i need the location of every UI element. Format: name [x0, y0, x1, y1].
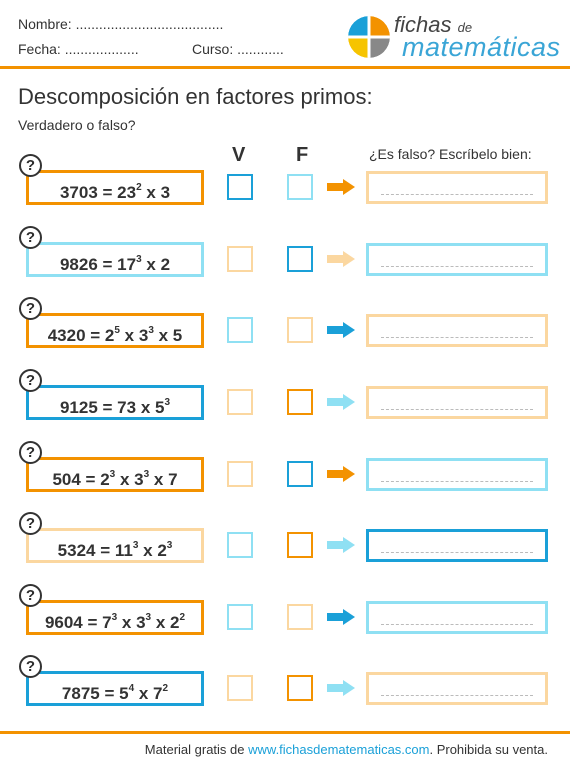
arrow-right-icon [327, 251, 355, 267]
factor-exponent: 3 [143, 469, 150, 480]
factorization-statement: $504 = 2^3$ x $3^3$ x 7 [26, 457, 204, 492]
factor-exponent: 3 [148, 325, 154, 336]
answer-line [381, 337, 533, 338]
exercise-row [0, 297, 570, 357]
factor-base: 23 [117, 183, 137, 202]
factor-base: 7 [168, 470, 178, 489]
checkbox-false[interactable] [287, 317, 313, 343]
checkbox-true[interactable] [227, 675, 253, 701]
exercise-row [0, 154, 570, 214]
checkbox-true[interactable] [227, 604, 253, 630]
factor-base: 7 [153, 684, 163, 703]
factor-exponent: 3 [111, 612, 118, 623]
arrow-right-icon [327, 179, 355, 195]
correction-answer-box[interactable] [366, 243, 548, 276]
number: 9125 = [59, 398, 118, 417]
checkbox-true[interactable] [227, 532, 253, 558]
factor-base: 3 [136, 613, 146, 632]
footer-divider [0, 731, 570, 734]
question-mark-icon: ? [19, 369, 42, 392]
factor-base: 5 [155, 398, 165, 417]
exercise-row [0, 226, 570, 286]
correction-answer-box[interactable] [366, 171, 548, 204]
factor-base: 5 [172, 326, 183, 345]
checkbox-false[interactable] [287, 389, 313, 415]
answer-line [381, 194, 533, 195]
question-mark-icon: ? [19, 584, 42, 607]
factor-exponent: 3 [132, 540, 139, 551]
exercise-row [0, 584, 570, 644]
factorization-statement: $9826 = 17^3$ x 2 [26, 242, 204, 277]
factor-base: 2 [104, 326, 115, 345]
factor-exponent: 3 [136, 254, 142, 265]
correction-answer-box[interactable] [366, 601, 548, 634]
page-title: Descomposición en factores primos: [18, 84, 373, 109]
factor-exponent: 2 [179, 612, 186, 623]
correction-answer-box[interactable] [366, 672, 548, 705]
factor-exponent: 5 [114, 325, 120, 336]
exercise-row [0, 655, 570, 715]
exercise-row [0, 441, 570, 501]
factor-base: 3 [138, 326, 149, 345]
checkbox-true[interactable] [227, 174, 253, 200]
factorization-statement: 9125 = 73 x $5^3$ [26, 385, 204, 420]
logo-text-fichas: fichas de [394, 12, 473, 37]
logo-text-matematicas: matemáticas [402, 32, 561, 62]
checkbox-false[interactable] [287, 532, 313, 558]
question-mark-icon: ? [19, 226, 42, 249]
exercise-row [0, 512, 570, 572]
arrow-right-icon [327, 609, 355, 625]
factor-base: 17 [117, 255, 137, 274]
column-header-v: V [232, 144, 246, 166]
answer-line [381, 552, 533, 553]
arrow-right-icon [327, 394, 355, 410]
factorization-statement: $9604 = 7^3$ x $3^3$ x $2^2$ [26, 600, 204, 635]
footer-prefix: Material gratis de [144, 742, 249, 757]
page-subtitle: Verdadero o falso? [18, 117, 136, 133]
checkbox-false[interactable] [287, 675, 313, 701]
factor-base: 2 [160, 255, 171, 274]
footer-suffix: . Prohibida su venta. [429, 742, 548, 757]
footer [0, 742, 570, 757]
date-field[interactable]: Fecha: ................... [18, 41, 139, 57]
answer-line [381, 409, 533, 410]
factor-base: 2 [157, 541, 167, 560]
factor-base: 7 [102, 613, 112, 632]
footer-link[interactable]: www.fichasdematematicas.com [248, 742, 430, 757]
arrow-right-icon [327, 466, 355, 482]
checkbox-false[interactable] [287, 461, 313, 487]
arrow-right-icon [327, 322, 355, 338]
factorization-statement: $3703 = 23^2$ x 3 [26, 170, 204, 205]
correction-answer-box[interactable] [366, 314, 548, 347]
factorization-statement: $7875 = 5^4$ x $7^2$ [26, 671, 204, 706]
factor-base: 11 [114, 541, 133, 560]
arrow-right-icon [327, 537, 355, 553]
factor-base: 73 [117, 398, 137, 417]
factor-exponent: 2 [162, 683, 169, 694]
factor-base: 3 [160, 183, 171, 202]
factor-exponent: 2 [136, 182, 142, 193]
correction-answer-box[interactable] [366, 458, 548, 491]
answer-line [381, 266, 533, 267]
checkbox-true[interactable] [227, 461, 253, 487]
factor-exponent: 4 [128, 683, 135, 694]
name-field[interactable]: Nombre: ...................................... [18, 16, 224, 32]
answer-line [381, 624, 533, 625]
correction-answer-box[interactable] [366, 386, 548, 419]
factor-base: 5 [119, 684, 129, 703]
correction-answer-box[interactable] [366, 529, 548, 562]
checkbox-false[interactable] [287, 174, 313, 200]
answer-line [381, 481, 533, 482]
number: 5324 = [57, 541, 115, 560]
arrow-right-icon [327, 680, 355, 696]
factor-exponent: 3 [166, 540, 173, 551]
number: 9604 = [44, 613, 103, 632]
factorization-statement: $5324 = 11^3$ x $2^3$ [26, 528, 204, 563]
checkbox-true[interactable] [227, 317, 253, 343]
question-mark-icon: ? [19, 297, 42, 320]
checkbox-false[interactable] [287, 604, 313, 630]
column-header-f: F [296, 144, 309, 166]
question-mark-icon: ? [19, 154, 42, 177]
number: 504 = [52, 470, 101, 489]
factor-exponent: 3 [145, 612, 152, 623]
factor-base: 2 [170, 613, 180, 632]
question-mark-icon: ? [19, 512, 42, 535]
number: 9826 = [59, 255, 118, 274]
answer-line [381, 695, 533, 696]
exercise-row [0, 369, 570, 429]
factorization-statement: $4320 = 2^5$ x $3^3$ x 5 [26, 313, 204, 348]
header-divider [0, 66, 570, 69]
course-field[interactable]: Curso: ............ [192, 41, 284, 57]
factor-base: 3 [134, 470, 144, 489]
logo [348, 10, 561, 62]
factor-base: 2 [100, 470, 110, 489]
logo-circle-icon [348, 16, 390, 58]
factor-exponent: 3 [164, 397, 171, 408]
number: 3703 = [59, 183, 118, 202]
column-header-hint: ¿Es falso? Escríbelo bien: [369, 146, 532, 162]
factor-exponent: 3 [109, 469, 116, 480]
number: 4320 = [47, 326, 105, 345]
question-mark-icon: ? [19, 655, 42, 678]
number: 7875 = [61, 684, 120, 703]
checkbox-true[interactable] [227, 246, 253, 272]
checkbox-false[interactable] [287, 246, 313, 272]
checkbox-true[interactable] [227, 389, 253, 415]
question-mark-icon: ? [19, 441, 42, 464]
